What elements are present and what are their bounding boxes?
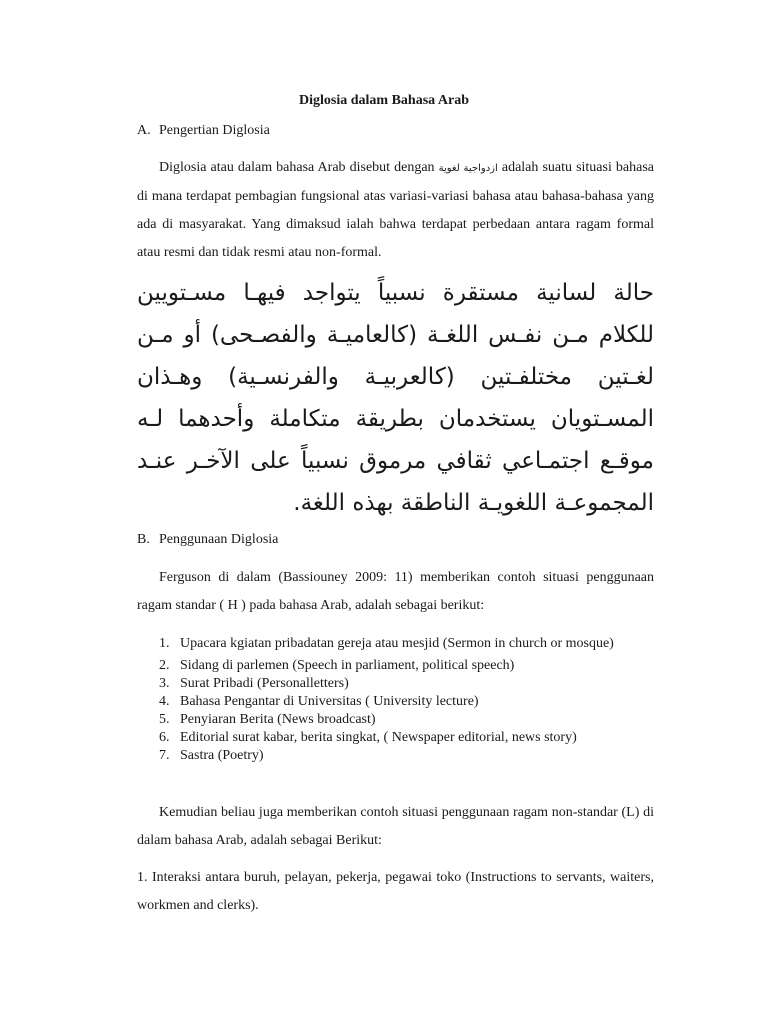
section-b-heading [137, 532, 278, 548]
list-item: 1. Upacara kgiatan pribadatan gereja atau mesjid (Sermon in church or mosque) [159, 636, 614, 651]
usage-h-list [137, 631, 657, 765]
usage-h-paragraph: Ferguson di dalam (Bassiouney 2009: 11) memberikan contoh situasi penggunaan ragam standar ( H ) pada bahasa Arab, adalah sebagai berikut: [137, 570, 654, 613]
usage-l-paragraph: Kemudian beliau juga memberikan contoh situasi penggunaan ragam non-standar (L) di dalam bahasa Arab, adalah sebagai Berikut: [137, 805, 654, 848]
definition-paragraph [137, 154, 654, 267]
list-item: 3. Surat Pribadi (Personalletters) [159, 676, 349, 691]
list-item: 7. Sastra (Poetry) [159, 748, 264, 763]
arabic-definition-quote: حالة لسانية مستقرة نسبياً يتواجد فيهـا مسـتويين للكلام مـن نفـس اللغـة (كالعاميـة والفصـحى) أو مـن لغـتين مختلفـتين (كالعربيـة والفرنسـية) وهـذان المسـتويان يستخدمان بطريقة متكاملة وأحدهما لـه موقـع اجتمـاعي ثقافي مرموق نسبياً على الآخـر عنـد المجموعـة اللغويـة الناطقة بهذه اللغة. [137, 280, 654, 516]
section-b-title: Penggunaan Diglosia [159, 532, 279, 547]
document-title: Diglosia dalam Bahasa Arab [299, 93, 469, 108]
definition-text-after: adalah suatu situasi bahasa di mana terdapat pembagian fungsional atas variasi-variasi bahasa atau bahasa-bahasa yang ada di masyarakat. Yang dimaksud ialah bahwa terdapat perbedaan antara ragam formal atau resmi dan tidak resmi atau non-formal. [137, 160, 655, 260]
section-a-title: Pengertian Diglosia [159, 123, 270, 138]
list-item: 4. Bahasa Pengantar di Universitas ( University lecture) [159, 694, 479, 709]
section-b-letter: B. [137, 532, 150, 547]
definition-text-before: Diglosia atau dalam bahasa Arab disebut dengan [159, 160, 439, 175]
definition-arabic-term: ازدواجية لغوية [438, 163, 498, 174]
usage-l-item-1: 1. Interaksi antara buruh, pelayan, pekerja, pegawai toko (Instructions to servants, waiters, workmen and clerks). [137, 870, 654, 913]
list-item: 6. Editorial surat kabar, berita singkat, ( Newspaper editorial, news story) [159, 730, 577, 745]
section-a-heading [137, 123, 270, 139]
section-a-letter: A. [137, 123, 151, 138]
list-item: 5. Penyiaran Berita (News broadcast) [159, 712, 376, 727]
list-item: 2. Sidang di parlemen (Speech in parliament, political speech) [159, 658, 515, 673]
